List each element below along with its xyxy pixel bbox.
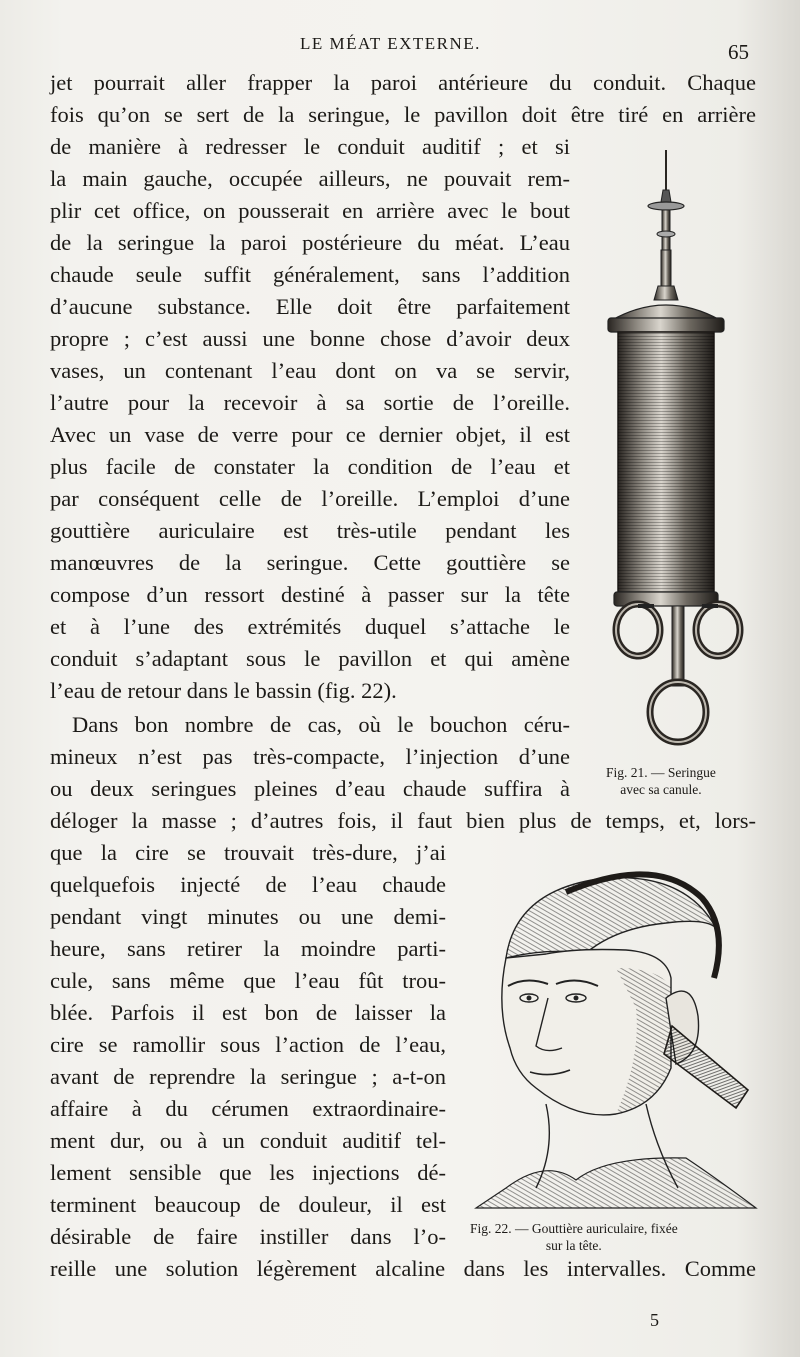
text-line: mineux n’est pas très-compacte, l’injection d’une: [50, 744, 570, 769]
text-line: que la cire se trouvait très-dure, j’ai: [50, 840, 446, 865]
ear-gutter-illustration: [466, 858, 766, 1218]
text-line: cire se ramollir sous l’action de l’eau,: [50, 1032, 446, 1057]
text-line: vases, un contenant l’eau dont on va se servir,: [50, 358, 570, 383]
text-line: et à l’une des extrémités duquel s’attache le: [50, 614, 570, 639]
fig22-caption: [470, 1220, 678, 1254]
fig22-caption-line1: — Gouttière auriculaire, fixée: [515, 1221, 678, 1236]
text-line: gouttière auriculaire est très-utile pendant les: [50, 518, 570, 543]
text-line: par conséquent celle de l’oreille. L’emploi d’une: [50, 486, 570, 511]
text-line: Dans bon nombre de cas, où le bouchon céru-: [72, 712, 570, 737]
text-line: conduit s’adaptant sous le pavillon et qui amène: [50, 646, 570, 671]
text-line: de la seringue la paroi postérieure du méat. L’eau: [50, 230, 570, 255]
text-line: reille une solution légèrement alcaline dans les intervalles. Comme: [50, 1256, 756, 1281]
text-line: cule, sans même que l’eau fût trou-: [50, 968, 446, 993]
text-line: l’autre pour la recevoir à sa sortie de l’oreille.: [50, 390, 570, 415]
text-line: pendant vingt minutes ou une demi-: [50, 904, 446, 929]
text-line: désirable de faire instiller dans l’o-: [50, 1224, 446, 1249]
text-line: avant de reprendre la seringue ; a-t-on: [50, 1064, 446, 1089]
fig22-label: Fig. 22.: [470, 1221, 512, 1236]
text-line: blée. Parfois il est bon de laisser la: [50, 1000, 446, 1025]
text-line: l’eau de retour dans le bassin (fig. 22).: [50, 678, 397, 703]
fig21-caption: [606, 764, 716, 798]
running-head: [0, 28, 800, 64]
signature-mark: 5: [650, 1310, 659, 1330]
fig21-caption-line1: — Seringue: [651, 765, 716, 780]
text-line: affaire à du cérumen extraordinaire-: [50, 1096, 446, 1121]
text-line: plus facile de constater la condition de l’eau et: [50, 454, 570, 479]
text-line: propre ; c’est aussi une bonne chose d’avoir deux: [50, 326, 570, 351]
text-line: plir cet office, on pousserait en arrière avec le bout: [50, 198, 570, 223]
text-line: jet pourrait aller frapper la paroi antérieure du conduit. Chaque: [50, 70, 756, 95]
fig22-caption-line2: sur la tête.: [545, 1238, 602, 1253]
fig21-label: Fig. 21.: [606, 765, 648, 780]
text-line: manœuvres de la seringue. Cette gouttière se: [50, 550, 570, 575]
text-line: ment dur, ou à un conduit auditif tel-: [50, 1128, 446, 1153]
text-line: fois qu’on se sert de la seringue, le pavillon doit être tiré en arrière: [50, 102, 756, 127]
syringe-illustration: [592, 140, 762, 760]
text-line: terminent beaucoup de douleur, il est: [50, 1192, 446, 1217]
text-line: Avec un vase de verre pour ce dernier objet, il est: [50, 422, 570, 447]
text-line: ou deux seringues pleines d’eau chaude suffira à: [50, 776, 570, 801]
running-title: LE MÉAT EXTERNE.: [300, 34, 481, 53]
text-line: chaude seule suffit généralement, sans l’addition: [50, 262, 570, 287]
text-line: compose d’un ressort destiné à passer sur la tête: [50, 582, 570, 607]
text-line: déloger la masse ; d’autres fois, il faut bien plus de temps, et, lors-: [50, 808, 756, 833]
text-line: d’aucune substance. Elle doit être parfaitement: [50, 294, 570, 319]
text-line: la main gauche, occupée ailleurs, ne pouvait rem-: [50, 166, 570, 191]
text-line: de manière à redresser le conduit auditif ; et si: [50, 134, 570, 159]
text-line: quelquefois injecté de l’eau chaude: [50, 872, 446, 897]
fig21-caption-line2: avec sa canule.: [620, 782, 702, 797]
text-line: heure, sans retirer la moindre parti-: [50, 936, 446, 961]
page-number: 65: [728, 40, 749, 64]
text-line: lement sensible que les injections dé-: [50, 1160, 446, 1185]
